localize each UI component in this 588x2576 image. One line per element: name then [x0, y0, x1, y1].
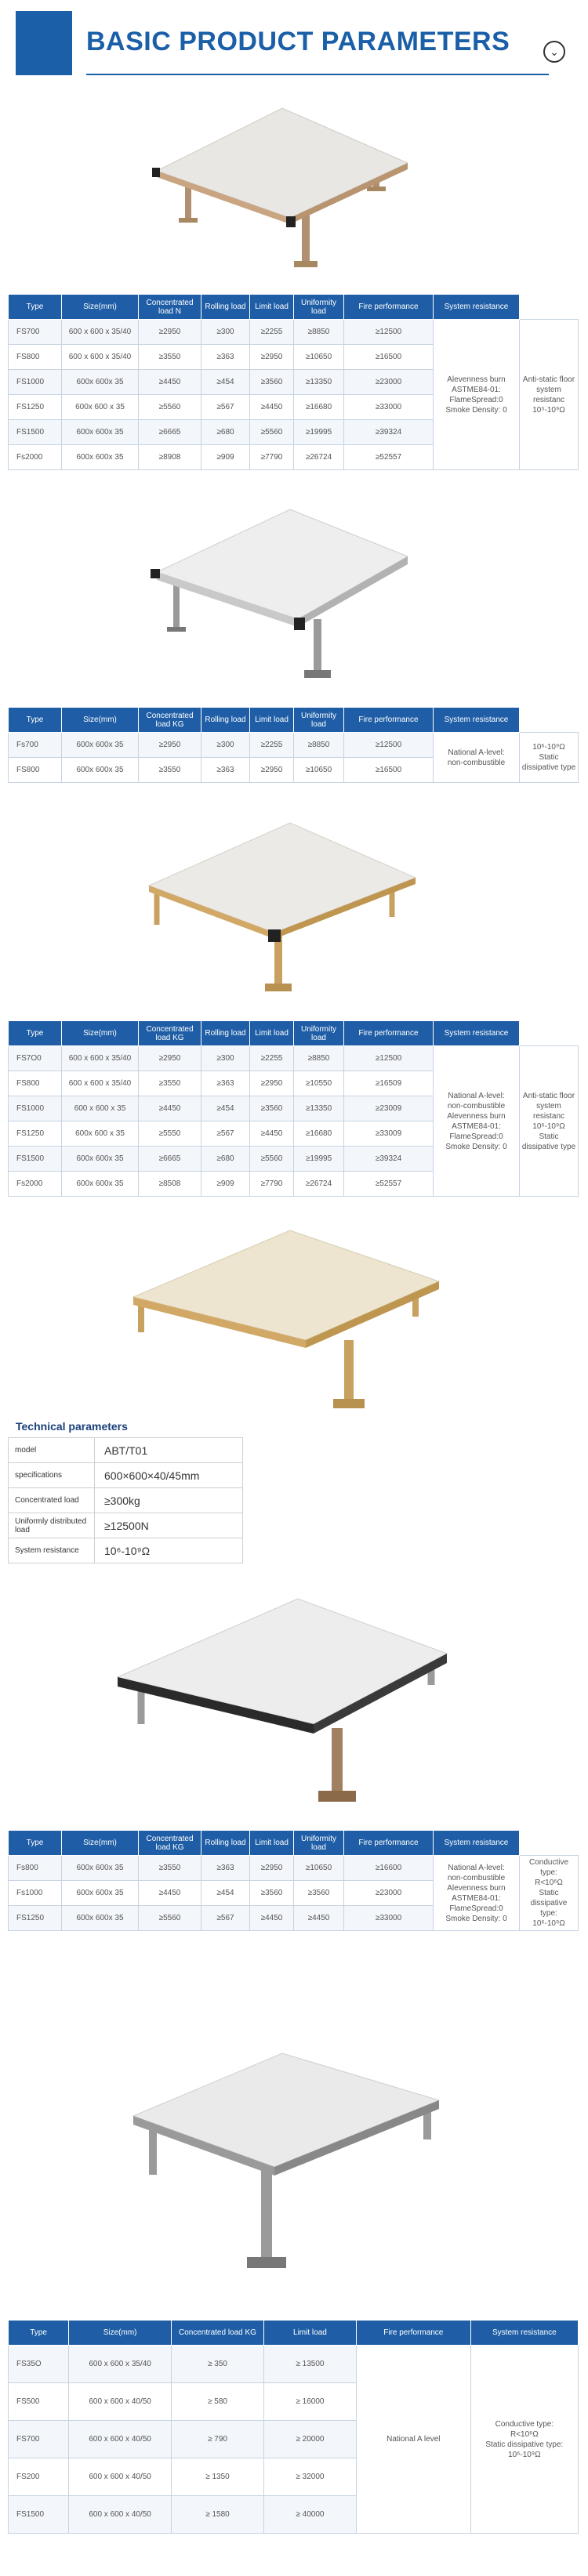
table-cell: FS1500 — [9, 1147, 62, 1172]
resistance-line: Static dissipative type: — [530, 1889, 568, 1918]
table-cell: ≥6665 — [139, 1147, 201, 1172]
table-cell: ≥16600 — [344, 1856, 434, 1881]
table-cell: ≥5560 — [139, 395, 201, 420]
spec-table-2 — [8, 707, 579, 783]
header-cell: Size(mm) — [62, 708, 139, 733]
tech-value: ≥12500N — [95, 1513, 243, 1538]
table-cell: FS1000 — [9, 370, 62, 395]
table-cell: ≥2255 — [250, 320, 294, 345]
header-cell: Limit load — [250, 295, 294, 320]
table-cell: ≥363 — [201, 1856, 250, 1881]
table-cell: ≥5560 — [250, 1147, 294, 1172]
table-cell: 600 x 600 x 40/50 — [69, 2421, 172, 2458]
table-cell: 600x 600x 35 — [62, 1856, 139, 1881]
table-cell: ≥3550 — [139, 1856, 201, 1881]
table-cell: ≥10650 — [294, 1856, 344, 1881]
table-cell: ≥4450 — [250, 1121, 294, 1147]
fire-performance-cell — [434, 1046, 520, 1197]
header-cell: Rolling load — [201, 708, 250, 733]
table-cell: ≥5550 — [139, 1121, 201, 1147]
header-cell: Type — [9, 295, 62, 320]
fire-line: non-combustible — [447, 1873, 506, 1882]
table-cell: ≥4450 — [294, 1906, 344, 1931]
table-cell: ≥39324 — [344, 420, 434, 445]
header-cell: Type — [9, 1021, 62, 1046]
table-cell: Fs800 — [9, 1856, 62, 1881]
fire-line: Smoke Density: 0 — [445, 405, 507, 415]
resistance-line: Anti-static floor — [522, 1091, 575, 1100]
fire-line: National A-level: — [448, 748, 505, 757]
table-cell: ≥363 — [201, 345, 250, 370]
table-cell: ≥8850 — [294, 320, 344, 345]
system-resistance-cell — [520, 733, 579, 783]
table-cell: ≥10650 — [294, 758, 344, 783]
fire-line: Smoke Density: 0 — [445, 1142, 507, 1151]
tech-value: ABT/T01 — [95, 1438, 243, 1463]
resistance-line: 10⁵-10⁹Ω — [532, 405, 565, 415]
table-cell: ≥909 — [201, 1172, 250, 1197]
table-cell: ≥2255 — [250, 1046, 294, 1071]
fire-performance-cell — [434, 320, 520, 470]
header-cell: Rolling load — [201, 1021, 250, 1046]
table-cell: ≥ 580 — [172, 2383, 264, 2421]
fire-line: FlameSpread:0 — [449, 1132, 503, 1141]
table-row — [9, 1463, 243, 1488]
table-cell: FS1250 — [9, 1906, 62, 1931]
table-cell: FS800 — [9, 1071, 62, 1096]
table-cell: 600 x 600 x 35/40 — [69, 2346, 172, 2383]
header-cell: Uniformity load — [294, 1021, 344, 1046]
table-cell: 600x 600x 35 — [62, 1147, 139, 1172]
table-cell: ≥33000 — [344, 395, 434, 420]
table-row — [9, 733, 579, 758]
table-cell: Fs2000 — [9, 1172, 62, 1197]
table-row — [9, 1538, 243, 1563]
fire-line: ASTME84-01: — [452, 1121, 501, 1131]
table-cell: 600 x 600 x 35/40 — [62, 1071, 139, 1096]
spec-table-4 — [8, 1830, 579, 1931]
table-cell: FS35O — [9, 2346, 69, 2383]
fire-line: ASTME84-01: — [452, 1893, 501, 1903]
table-header-row — [9, 708, 579, 733]
table-cell: ≥52557 — [344, 1172, 434, 1197]
table-cell: ≥909 — [201, 445, 250, 470]
table-cell: 600 x 600 x 40/50 — [69, 2383, 172, 2421]
table-cell: ≥567 — [201, 395, 250, 420]
spec-table-5 — [8, 2320, 579, 2534]
resistance-line: 10⁶-10⁹Ω — [532, 1919, 565, 1928]
chevron-down-icon[interactable]: ⌄ — [543, 41, 565, 63]
table-cell: FS500 — [9, 2383, 69, 2421]
table-cell: FS200 — [9, 2458, 69, 2496]
table-cell: ≥567 — [201, 1121, 250, 1147]
resistance-line: Anti-static floor — [522, 375, 575, 384]
tech-key: specifications — [9, 1463, 95, 1488]
resistance-line: 10⁶-10⁹Ω — [532, 743, 565, 752]
header-cell: Limit load — [250, 708, 294, 733]
table-cell: ≥19995 — [294, 420, 344, 445]
table-cell: ≥3550 — [139, 1071, 201, 1096]
table-cell: ≥ 1580 — [172, 2496, 264, 2534]
table-cell: 600 x 600 x 35/40 — [62, 345, 139, 370]
table-cell: ≥2950 — [139, 733, 201, 758]
table-cell: ≥39324 — [344, 1147, 434, 1172]
table-cell: ≥8508 — [139, 1172, 201, 1197]
table-cell: FS7O0 — [9, 1046, 62, 1071]
table-cell: ≥33009 — [344, 1121, 434, 1147]
table-cell: ≥3550 — [139, 345, 201, 370]
table-cell: Fs2000 — [9, 445, 62, 470]
table-cell: ≥454 — [201, 1096, 250, 1121]
table-cell: ≥680 — [201, 420, 250, 445]
table-row — [9, 1488, 243, 1513]
product-image-6 — [118, 2038, 455, 2281]
header-cell: Rolling load — [201, 295, 250, 320]
table-cell: ≥4450 — [139, 1096, 201, 1121]
tech-key: Concentrated load — [9, 1488, 95, 1513]
header-cell: Type — [9, 708, 62, 733]
system-resistance-cell — [520, 1046, 579, 1197]
table-cell: ≥ 790 — [172, 2421, 264, 2458]
table-cell: ≥2950 — [250, 345, 294, 370]
table-cell: 600 x 600 x 40/50 — [69, 2496, 172, 2534]
tech-value: 10⁶-10⁹Ω — [95, 1538, 243, 1563]
table-cell: ≥19995 — [294, 1147, 344, 1172]
tech-value: ≥300kg — [95, 1488, 243, 1513]
fire-line: FlameSpread:0 — [449, 1904, 503, 1913]
table-header-row — [9, 295, 579, 320]
fire-performance-cell — [434, 733, 520, 783]
table-cell: ≥10650 — [294, 345, 344, 370]
table-cell: 600x 600x 35 — [62, 445, 139, 470]
system-resistance-cell — [470, 2346, 578, 2534]
table-cell: ≥7790 — [250, 445, 294, 470]
table-cell: ≥363 — [201, 1071, 250, 1096]
table-cell: ≥4450 — [139, 370, 201, 395]
table-cell: ≥3560 — [294, 1881, 344, 1906]
header-cell: Uniformity load — [294, 708, 344, 733]
header-cell: Fire performance — [356, 2321, 470, 2346]
fire-line: FlameSpread:0 — [449, 395, 503, 404]
table-cell: 600x 600x 35 — [62, 1172, 139, 1197]
header-cell: Fire performance — [344, 295, 434, 320]
header-cell: Limit load — [250, 1831, 294, 1856]
fire-performance-cell — [356, 2346, 470, 2534]
table-row — [9, 1046, 579, 1071]
header-cell: Type — [9, 2321, 69, 2346]
header-cell: Concentrated load KG — [172, 2321, 264, 2346]
header-cell: System resistance — [434, 708, 520, 733]
table-cell: ≥12500 — [344, 733, 434, 758]
table-cell: FS800 — [9, 758, 62, 783]
table-cell: ≥ 350 — [172, 2346, 264, 2383]
table-cell: ≥2950 — [139, 320, 201, 345]
table-row — [9, 1438, 243, 1463]
fire-line: National A-level: — [448, 1091, 505, 1100]
header-cell: Uniformity load — [294, 1831, 344, 1856]
resistance-line: system resistanc — [532, 385, 564, 404]
fire-line: Alevenness burn — [447, 1111, 506, 1121]
fire-line: non-combustible — [447, 1101, 506, 1110]
product-image-3 — [133, 815, 431, 1011]
table-cell: ≥300 — [201, 1046, 250, 1071]
technical-parameters-title: Technical parameters — [16, 1420, 128, 1433]
header-accent-bar — [16, 11, 72, 75]
table-cell: 600 x 600 x 35/40 — [62, 1046, 139, 1071]
spec-table-1 — [8, 294, 579, 470]
table-cell: ≥4450 — [250, 395, 294, 420]
table-cell: ≥23000 — [344, 1881, 434, 1906]
resistance-line: Conductive type: — [528, 1858, 569, 1877]
table-cell: 600 x 600 x 35/40 — [62, 320, 139, 345]
product-image-5 — [102, 1591, 463, 1818]
header-cell: Fire performance — [344, 1831, 434, 1856]
table-cell: ≥10550 — [294, 1071, 344, 1096]
table-cell: ≥2950 — [250, 758, 294, 783]
table-cell: ≥3560 — [250, 1096, 294, 1121]
table-cell: ≥5560 — [250, 420, 294, 445]
table-cell: ≥26724 — [294, 445, 344, 470]
table-cell: FS1250 — [9, 1121, 62, 1147]
header-cell: Limit load — [250, 1021, 294, 1046]
table-cell: ≥567 — [201, 1906, 250, 1931]
table-cell: 600x 600x 35 — [62, 758, 139, 783]
table-cell: ≥52557 — [344, 445, 434, 470]
header-cell: System resistance — [434, 1831, 520, 1856]
header-cell: Size(mm) — [69, 2321, 172, 2346]
table-row — [9, 1513, 243, 1538]
table-cell: ≥300 — [201, 733, 250, 758]
resistance-line: Static dissipative type — [521, 1132, 576, 1151]
table-cell: ≥2950 — [139, 1046, 201, 1071]
table-cell: 600 x 600 x 35 — [62, 1096, 139, 1121]
table-cell: FS700 — [9, 2421, 69, 2458]
product-image-4 — [110, 1223, 455, 1418]
table-cell: FS1500 — [9, 420, 62, 445]
resistance-line: 10⁶-10⁹Ω — [508, 2450, 541, 2459]
product-image-2 — [141, 502, 423, 697]
tech-key: System resistance — [9, 1538, 95, 1563]
tech-value: 600×600×40/45mm — [95, 1463, 243, 1488]
table-cell: 600x 600x 35 — [62, 370, 139, 395]
table-header-row — [9, 1021, 579, 1046]
table-cell: ≥363 — [201, 758, 250, 783]
table-row — [9, 1856, 579, 1881]
header-cell: Rolling load — [201, 1831, 250, 1856]
resistance-line: Static dissipative type — [521, 753, 576, 772]
table-cell: FS1250 — [9, 395, 62, 420]
table-cell: ≥6665 — [139, 420, 201, 445]
table-cell: ≥5560 — [139, 1906, 201, 1931]
table-cell: FS1500 — [9, 2496, 69, 2534]
fire-performance-cell — [434, 1856, 520, 1931]
table-cell: ≥300 — [201, 320, 250, 345]
table-cell: ≥ 1350 — [172, 2458, 264, 2496]
header-cell: Size(mm) — [62, 1831, 139, 1856]
table-cell: ≥23009 — [344, 1096, 434, 1121]
header-cell: Fire performance — [344, 1021, 434, 1046]
table-cell: ≥33000 — [344, 1906, 434, 1931]
table-cell: ≥2255 — [250, 733, 294, 758]
table-cell: 600 x 600 x 40/50 — [69, 2458, 172, 2496]
table-cell: ≥ 20000 — [263, 2421, 356, 2458]
table-header-row — [9, 2321, 579, 2346]
table-cell: ≥16680 — [294, 1121, 344, 1147]
table-cell: ≥7790 — [250, 1172, 294, 1197]
page-title: BASIC PRODUCT PARAMETERS — [86, 27, 510, 56]
header-cell: System resistance — [434, 295, 520, 320]
header-cell: Type — [9, 1831, 62, 1856]
table-cell: ≥8850 — [294, 733, 344, 758]
table-cell: ≥12500 — [344, 1046, 434, 1071]
header-cell: Fire performance — [344, 708, 434, 733]
table-cell: ≥4450 — [250, 1906, 294, 1931]
table-cell: Fs1000 — [9, 1881, 62, 1906]
table-cell: ≥23000 — [344, 370, 434, 395]
table-cell: 600x 600x 35 — [62, 420, 139, 445]
header-divider — [86, 74, 549, 75]
fire-line: Alevenness burn — [447, 1883, 506, 1893]
table-cell: ≥16509 — [344, 1071, 434, 1096]
table-cell: 600x 600x 35 — [62, 733, 139, 758]
table-cell: ≥16500 — [344, 758, 434, 783]
table-cell: ≥2950 — [250, 1071, 294, 1096]
page-header — [0, 0, 588, 86]
table-cell: ≥13350 — [294, 370, 344, 395]
table-cell: ≥16680 — [294, 395, 344, 420]
header-cell: Size(mm) — [62, 295, 139, 320]
table-cell: ≥3560 — [250, 1881, 294, 1906]
resistance-line: R<10⁶Ω — [535, 1879, 563, 1887]
table-cell: FS1000 — [9, 1096, 62, 1121]
table-cell: ≥26724 — [294, 1172, 344, 1197]
resistance-line: system resistanc — [532, 1101, 564, 1121]
header-cell: System resistance — [470, 2321, 578, 2346]
tech-key: Uniformly distributed load — [9, 1513, 95, 1538]
header-cell: Limit load — [263, 2321, 356, 2346]
product-image-1 — [141, 100, 423, 281]
fire-line: non-combustible — [447, 758, 506, 767]
tech-key: model — [9, 1438, 95, 1463]
header-cell: System resistance — [434, 1021, 520, 1046]
fire-line: ASTME84-01: — [452, 385, 501, 394]
table-row — [9, 320, 579, 345]
table-cell: 600x 600x 35 — [62, 1881, 139, 1906]
table-cell: FS800 — [9, 345, 62, 370]
table-cell: FS700 — [9, 320, 62, 345]
table-cell: ≥680 — [201, 1147, 250, 1172]
table-cell: ≥8850 — [294, 1046, 344, 1071]
resistance-line: Static dissipative type: — [485, 2440, 564, 2449]
table-cell: 600x 600 x 35 — [62, 1121, 139, 1147]
table-cell: ≥16500 — [344, 345, 434, 370]
header-cell: Size(mm) — [62, 1021, 139, 1046]
table-cell: ≥3560 — [250, 370, 294, 395]
table-header-row — [9, 1831, 579, 1856]
resistance-line: 10⁶-10⁹Ω — [532, 1121, 565, 1131]
fire-line: Alevenness burn — [447, 375, 506, 384]
table-cell: ≥ 32000 — [263, 2458, 356, 2496]
header-cell: Concentrated load N — [139, 295, 201, 320]
table-cell: ≥ 16000 — [263, 2383, 356, 2421]
technical-parameters-table — [8, 1437, 243, 1563]
fire-line: National A level — [387, 2435, 441, 2444]
table-cell: Fs700 — [9, 733, 62, 758]
table-cell: ≥454 — [201, 1881, 250, 1906]
system-resistance-cell — [520, 1856, 579, 1931]
table-cell: ≥4450 — [139, 1881, 201, 1906]
fire-line: National A-level: — [448, 1863, 505, 1872]
header-cell: Uniformity load — [294, 295, 344, 320]
resistance-line: Conductive type: — [495, 2419, 554, 2429]
header-cell: Concentrated load KG — [139, 1831, 201, 1856]
table-cell: ≥ 13500 — [263, 2346, 356, 2383]
table-cell: ≥8908 — [139, 445, 201, 470]
resistance-line: R<10⁶Ω — [510, 2429, 539, 2439]
table-cell: 600x 600x 35 — [62, 1906, 139, 1931]
spec-table-3 — [8, 1020, 579, 1197]
header-cell: Concentrated load KG — [139, 708, 201, 733]
table-cell: ≥ 40000 — [263, 2496, 356, 2534]
header-cell: Concentrated load KG — [139, 1021, 201, 1046]
table-row — [9, 2346, 579, 2383]
table-cell: ≥12500 — [344, 320, 434, 345]
table-cell: ≥2950 — [250, 1856, 294, 1881]
system-resistance-cell — [520, 320, 579, 470]
table-cell: ≥3550 — [139, 758, 201, 783]
fire-line: Smoke Density: 0 — [445, 1914, 507, 1923]
table-cell: ≥454 — [201, 370, 250, 395]
table-cell: ≥13350 — [294, 1096, 344, 1121]
table-cell: 600x 600 x 35 — [62, 395, 139, 420]
